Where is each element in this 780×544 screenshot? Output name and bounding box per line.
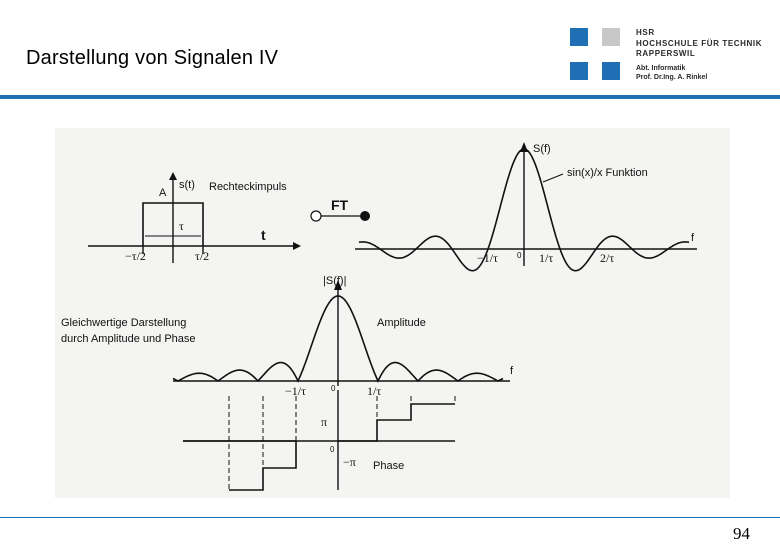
st-label: s(t) (179, 179, 195, 191)
ft-filled-circle (360, 211, 370, 221)
logo-professor: Prof. Dr.Ing. A. Rinkel (636, 74, 708, 81)
logo-square (602, 28, 620, 46)
equivalent-caption-line2: durch Amplitude und Phase (61, 333, 196, 345)
rect-pulse-name: Rechteckimpuls (209, 181, 287, 193)
logo-square (602, 62, 620, 80)
phase-neg-pi-label: −π (343, 455, 356, 469)
tau-label: τ (179, 219, 184, 233)
header-rule (0, 95, 780, 99)
neg-1-tau-label: −1/τ (477, 251, 498, 265)
t-label: t (261, 227, 266, 243)
logo-line: RAPPERSWIL (636, 49, 696, 58)
amplitude-label: Amplitude (377, 317, 426, 329)
sinc-spectrum-plot (355, 142, 697, 271)
logo-line: HOCHSCHULE FÜR TECHNIK (636, 38, 763, 48)
signal-figure (55, 128, 730, 498)
neg-tau-half-label: −τ/2 (125, 249, 146, 263)
logo-line: HSR (636, 28, 655, 37)
abs-sf-label: |S(f)| (323, 275, 347, 287)
pos-1-tau-label: 1/τ (539, 251, 554, 265)
phase-left-steps (183, 441, 296, 490)
amp-pos-1-tau-label: 1/τ (367, 384, 382, 398)
logo-department: Abt. Informatik (636, 65, 686, 72)
fourier-transform-arrow (311, 197, 370, 221)
slide-title: Darstellung von Signalen IV (26, 47, 279, 69)
pos-tau-half-label: τ/2 (195, 249, 210, 263)
page-number: 94 (733, 524, 750, 543)
amplitude-plot (173, 275, 514, 398)
phase-plot (183, 390, 455, 490)
logo-square (570, 28, 588, 46)
sinc-function-label: sin(x)/x Funktion (567, 167, 648, 179)
logo-square (570, 62, 588, 80)
amp-neg-1-tau-label: −1/τ (285, 384, 306, 398)
amplitude-f-label: f (510, 365, 514, 377)
amplitude-axis-arrow (169, 172, 177, 180)
rect-pulse-plot (88, 172, 301, 263)
phase-pi-label: π (321, 415, 328, 429)
hsr-logo (568, 26, 780, 88)
ft-label: FT (331, 197, 349, 213)
time-axis-arrow (293, 242, 301, 250)
pos-2-tau-label: 2/τ (600, 251, 615, 265)
footer-rule (0, 517, 780, 518)
curve-pointer (543, 174, 563, 182)
phase-zero-label: 0 (330, 445, 335, 454)
amp-zero-label: 0 (331, 384, 336, 393)
phase-right-steps (338, 404, 455, 441)
logo-text (636, 28, 762, 60)
f-label: f (691, 232, 695, 244)
amplitude-label: A (159, 187, 167, 199)
zero-label: 0 (517, 251, 522, 260)
equivalent-caption-line1: Gleichwertige Darstellung (61, 317, 187, 329)
phase-label: Phase (373, 460, 405, 472)
ft-open-circle (311, 211, 321, 221)
logo-subtext (636, 64, 707, 82)
sf-label: S(f) (533, 143, 551, 155)
